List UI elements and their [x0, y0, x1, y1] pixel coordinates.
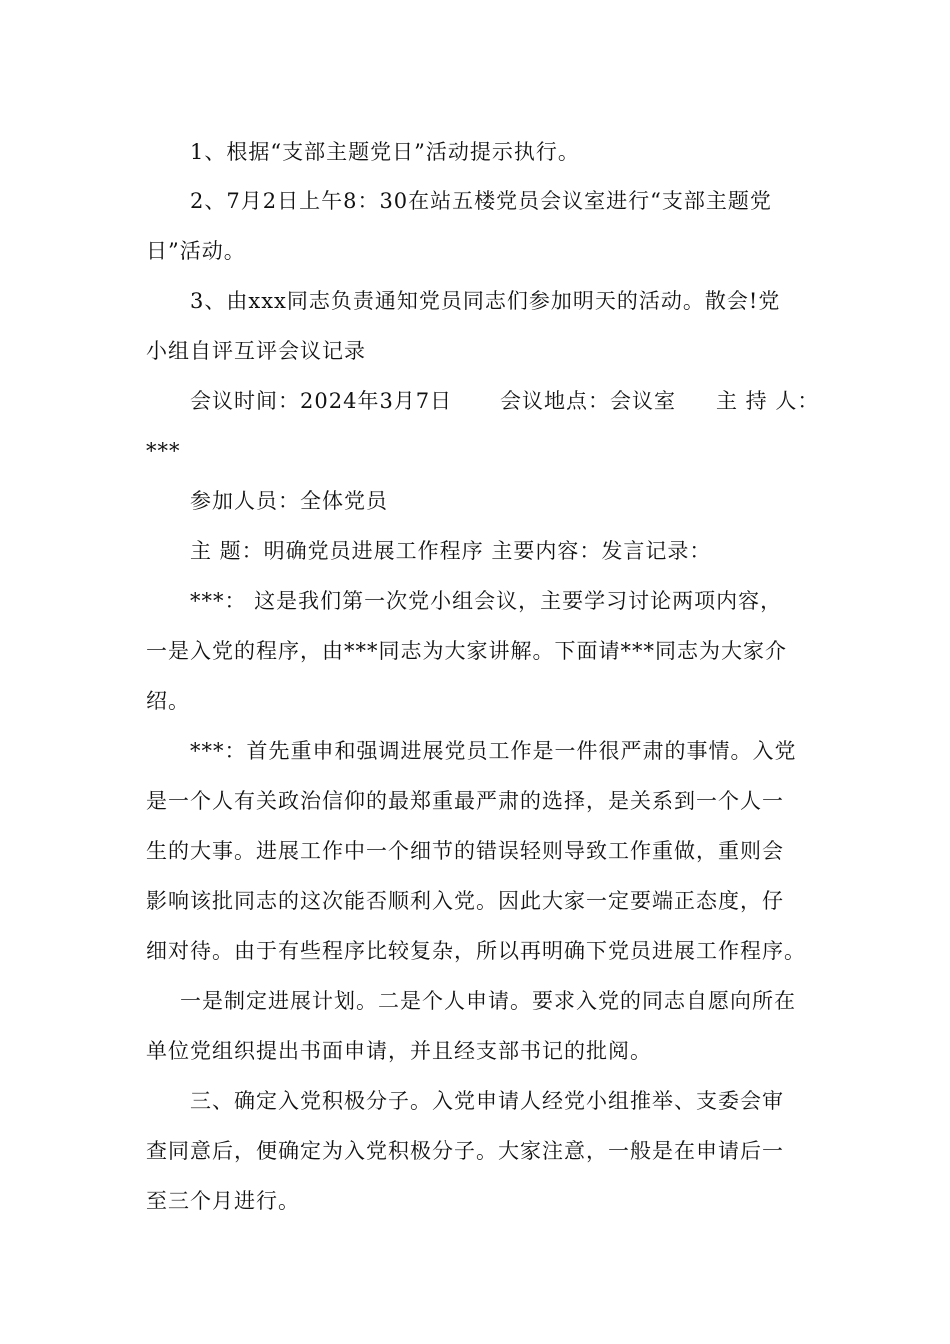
text-line: 三、确定入党积极分子。入党申请人经党小组推举、支委会审 [190, 1089, 784, 1113]
text-line: 2、7月2日上午8：30在站五楼党员会议室进行“支部主题党 [190, 189, 772, 213]
text-line: 3、由xxx同志负责通知党员同志们参加明天的活动。散会!党 [190, 289, 781, 313]
meeting-location: 会议地点：会议室 [500, 389, 676, 413]
text-line: 细对待。由于有些程序比较复杂，所以再明确下党员进展工作程序。 [146, 939, 806, 963]
text-line: 绍。 [146, 689, 190, 713]
text-line: 查同意后，便确定为入党积极分子。大家注意，一般是在申请后一 [146, 1139, 784, 1163]
text-line: 单位党组织提出书面申请，并且经支部书记的批阅。 [146, 1039, 652, 1063]
meeting-topic: 主 题：明确党员进展工作程序 主要内容：发言记录： [190, 539, 712, 563]
text-line: 是一个人有关政治信仰的最郑重最严肃的选择，是关系到一个人一 [146, 789, 784, 813]
text-line: 影响该批同志的这次能否顺利入党。因此大家一定要端正态度，仔 [146, 889, 784, 913]
text-line: 日”活动。 [146, 239, 246, 263]
attendees: 参加人员：全体党员 [190, 489, 388, 513]
text-line: ***： 这是我们第一次党小组会议，主要学习讨论两项内容， [190, 589, 783, 613]
text-line: 小组自评互评会议记录 [146, 339, 366, 363]
text-line: ***：首先重申和强调进展党员工作是一件很严肃的事情。入党 [190, 739, 797, 763]
meeting-time: 会议时间：2024年3月7日 [190, 389, 453, 413]
text-line: 1、根据“支部主题党日”活动提示执行。 [190, 140, 580, 164]
text-line: 一是制定进展计划。二是个人申请。要求入党的同志自愿向所在 [180, 989, 796, 1013]
meeting-host-label: 主 持 人： [716, 389, 820, 413]
meeting-host-value: *** [146, 439, 181, 463]
text-line: 至三个月进行。 [146, 1189, 300, 1213]
text-line: 生的大事。进展工作中一个细节的错误轻则导致工作重做，重则会 [146, 839, 784, 863]
text-line: 一是入党的程序，由***同志为大家讲解。下面请***同志为大家介 [146, 639, 787, 663]
